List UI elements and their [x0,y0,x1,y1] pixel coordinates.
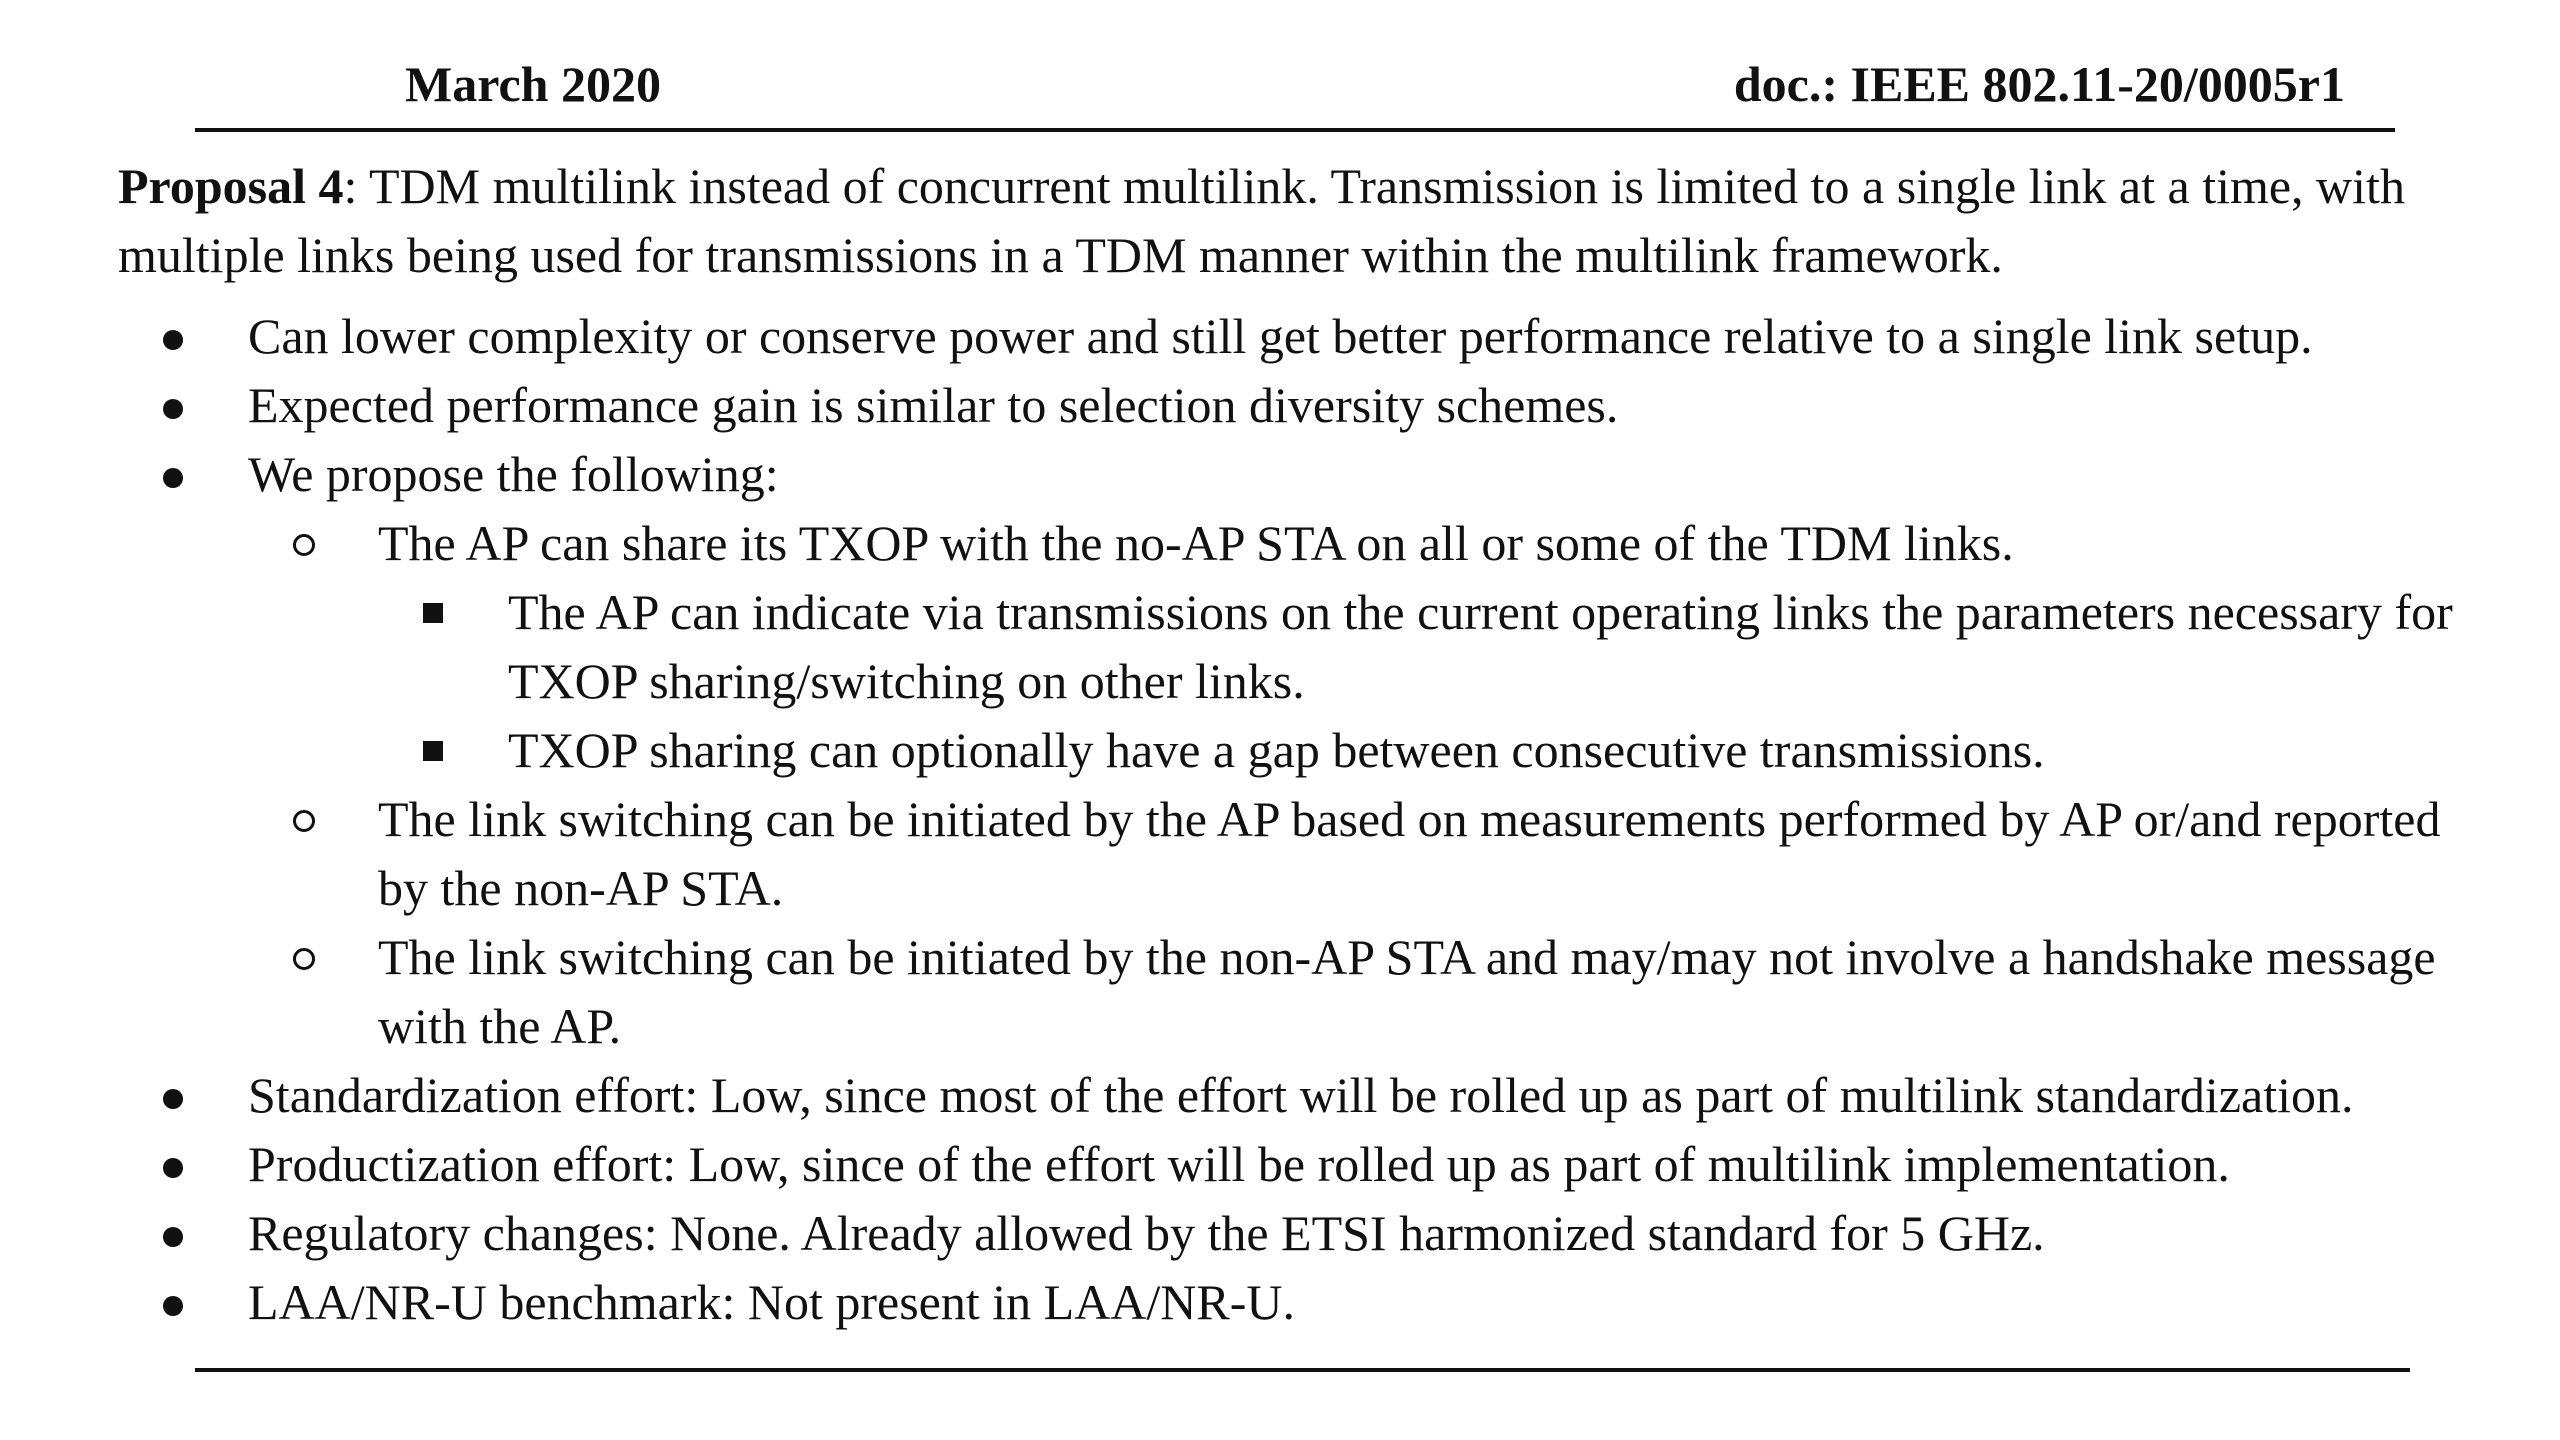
sub-list-item [248,923,2498,1061]
bullet-list [118,302,2498,1337]
sub-sub-list-item [378,716,2498,785]
list-item-text: Productization effort: Low, since of the effort will be rolled up as part of multilink implementation. [248,1136,2230,1192]
bullet-disc-icon [163,330,183,350]
sub-sub-list-item-text: The AP can indicate via transmissions on the current operating links the parameters necessary for TXOP sharing/switching on other links. [508,584,2453,709]
proposal-text: : TDM multilink instead of concurrent multilink. Transmission is limited to a single link at a time, with multiple links being used for transmissions in a TDM manner within the multilink framework. [118,158,2405,283]
list-item [118,1268,2498,1337]
list-item-text: Can lower complexity or conserve power and still get better performance relative to a single link setup. [248,308,2313,364]
sub-sub-bullet-list [378,578,2498,785]
page-header [195,52,2395,132]
sub-sub-list-item [378,578,2498,716]
bullet-disc-icon [163,1089,183,1109]
bullet-disc-icon [163,399,183,419]
list-item [118,1199,2498,1268]
header-doc-id: doc.: IEEE 802.11-20/0005r1 [1733,56,2345,112]
list-item [118,1061,2498,1130]
sub-sub-list-item-text: TXOP sharing can optionally have a gap between consecutive transmissions. [508,722,2045,778]
bullet-disc-icon [163,1158,183,1178]
bullet-square-icon [423,741,443,761]
list-item-text: LAA/NR-U benchmark: Not present in LAA/NR-U. [248,1274,1296,1330]
bullet-circle-icon [293,948,315,970]
sub-list-item [248,785,2498,923]
list-item [118,1130,2498,1199]
document-body [118,152,2498,1337]
sub-bullet-list [248,509,2498,1061]
sub-list-item-text: The link switching can be initiated by the AP based on measurements performed by AP or/and reported by the non-AP STA. [378,791,2441,916]
bullet-square-icon [423,603,443,623]
list-item-text: Regulatory changes: None. Already allowed by the ETSI harmonized standard for 5 GHz. [248,1205,2045,1261]
bullet-disc-icon [163,468,183,488]
footer-divider [195,1368,2410,1372]
sub-list-item [248,509,2498,785]
header-date: March 2020 [405,56,661,112]
proposal-paragraph [118,152,2498,290]
bullet-disc-icon [163,1296,183,1316]
list-item [118,371,2498,440]
proposal-label: Proposal 4 [118,158,344,214]
bullet-disc-icon [163,1227,183,1247]
list-item-text: Standardization effort: Low, since most of the effort will be rolled up as part of multilink standardization. [248,1067,2354,1123]
list-item-text: Expected performance gain is similar to selection diversity schemes. [248,377,1619,433]
sub-list-item-text: The AP can share its TXOP with the no-AP STA on all or some of the TDM links. [378,515,2014,571]
list-item-text: We propose the following: [248,446,779,502]
list-item [118,440,2498,1061]
sub-list-item-text: The link switching can be initiated by the non-AP STA and may/may not involve a handshake message with the AP. [378,929,2436,1054]
bullet-circle-icon [293,810,315,832]
list-item [118,302,2498,371]
bullet-circle-icon [293,534,315,556]
